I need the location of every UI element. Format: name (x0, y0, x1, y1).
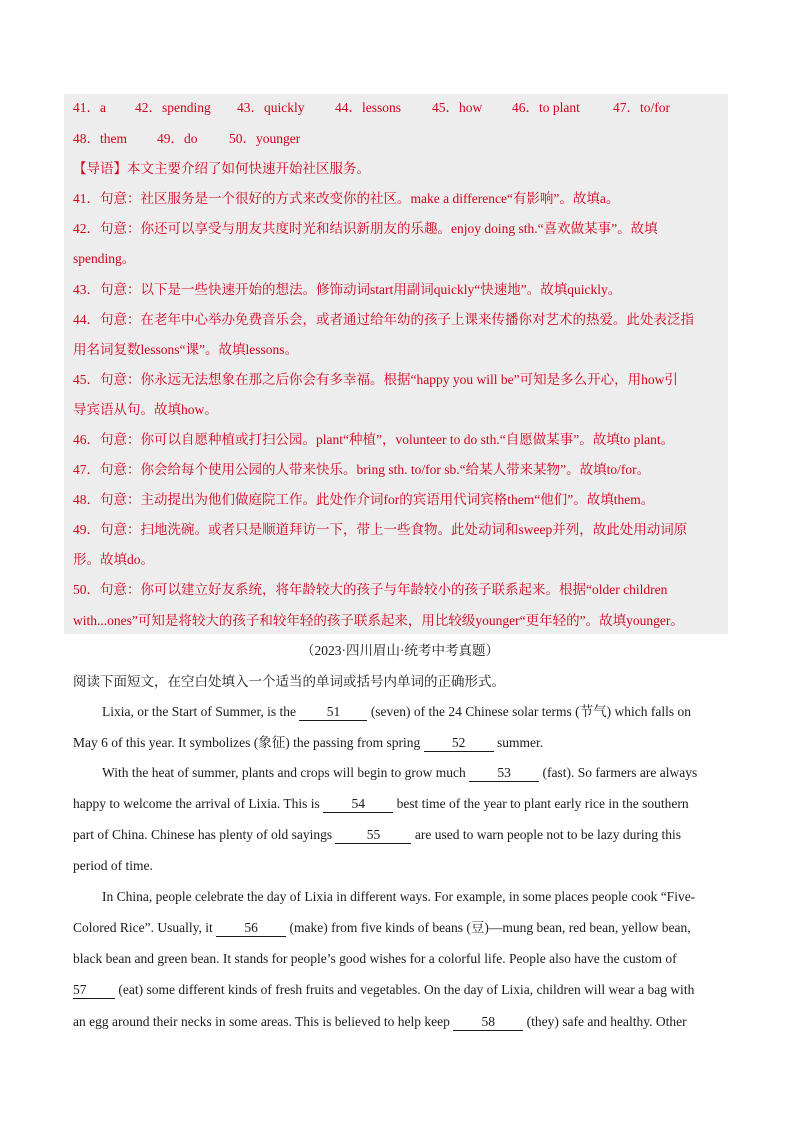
explanation-50-cont: with...ones”可知是将较大的孩子和较年轻的孩子联系起来，用比较级younger“更年轻的”。故填younger。 (73, 613, 684, 628)
explanation-50: 50．句意：你可以建立好友系统，将年龄较大的孩子与年龄较小的孩子联系起来。根据“older children (73, 582, 668, 597)
explanation-49: 49．句意：扫地洗碗。或者只是顺道拜访一下，带上一些食物。此处动词和sweep并列，故此处用动词原 (73, 522, 688, 537)
blank-53[interactable]: 53 (469, 765, 539, 782)
passage-line-3: With the heat of summer, plants and crops will begin to grow much 53 (fast). So farmers are always (102, 765, 698, 780)
blank-51[interactable]: 51 (299, 704, 367, 721)
explanation-41: 41．句意：社区服务是一个很好的方式来改变你的社区。make a difference“有影响”。故填a。 (73, 191, 620, 206)
explanation-47: 47．句意：你会给每个使用公园的人带来快乐。bring sth. to/for sb.“给某人带来某物”。故填to/for。 (73, 462, 651, 477)
passage-line-4: happy to welcome the arrival of Lixia. This is 54 best time of the year to plant early rice in the southern (73, 796, 689, 811)
passage-line-7: In China, people celebrate the day of Lixia in different ways. For example, in some places people cook “Five- (102, 889, 696, 904)
explanation-46: 46．句意：你可以自愿种植或打扫公园。plant“种植”，volunteer to do sth.“自愿做某事”。故填to plant。 (73, 432, 675, 447)
passage-line-11: an egg around their necks in some areas. This is believed to help keep 58 (they) safe and healthy. Other (73, 1014, 687, 1029)
explanation-49-cont: 形。故填do。 (73, 552, 154, 567)
blank-54[interactable]: 54 (323, 796, 393, 813)
answer-48: 48．them (73, 131, 127, 146)
answer-42: 42．spending (135, 100, 211, 115)
blank-55[interactable]: 55 (335, 827, 411, 844)
guide-text: 【导语】本文主要介绍了如何快速开始社区服务。 (73, 161, 370, 176)
explanation-42: 42．句意：你还可以享受与朋友共度时光和结识新朋友的乐趣。enjoy doing sth.“喜欢做某事”。故填 (73, 221, 658, 236)
passage-line-5: part of China. Chinese has plenty of old sayings 55 are used to warn people not to be lazy during this (73, 827, 682, 842)
blank-58[interactable]: 58 (453, 1014, 523, 1031)
explanation-45-cont: 导宾语从句。故填how。 (73, 402, 218, 417)
answer-44: 44．lessons (335, 100, 402, 115)
answer-43: 43．quickly (237, 100, 305, 115)
source-title: （2023·四川眉山·统考中考真题） (301, 643, 499, 658)
explanation-42-cont: spending。 (73, 251, 136, 266)
explanation-44: 44．句意：在老年中心举办免费音乐会，或者通过给年幼的孩子上课来传播你对艺术的热爱。此处表泛指 (73, 312, 694, 327)
explanation-45: 45．句意：你永远无法想象在那之后你会有多幸福。根据“happy you will be”可知是多么开心，用how引 (73, 372, 678, 387)
blank-57[interactable]: 57 (73, 982, 115, 999)
passage-line-6: period of time. (73, 858, 153, 873)
answer-41: 41．a (73, 100, 106, 115)
passage-line-8: Colored Rice”. Usually, it 56 (make) from five kinds of beans (豆)—mung bean, red bean, yellow bean, (73, 920, 691, 935)
passage-line-10: 57 (eat) some different kinds of fresh fruits and vegetables. On the day of Lixia, children will wear a bag with (73, 982, 695, 997)
blank-56[interactable]: 56 (216, 920, 286, 937)
explanation-44-cont: 用名词复数lessons“课”。故填lessons。 (73, 342, 298, 357)
passage-line-2: May 6 of this year. It symbolizes (象征) the passing from spring 52 summer. (73, 735, 544, 750)
answer-row-1 (73, 98, 670, 118)
passage-line-1: Lixia, or the Start of Summer, is the 51 (seven) of the 24 Chinese solar terms (节气) which falls on (102, 704, 691, 719)
blank-52[interactable]: 52 (424, 735, 494, 752)
answer-49: 49．do (157, 131, 198, 146)
answer-45: 45．how (432, 100, 483, 115)
answer-46: 46．to plant (512, 100, 580, 115)
explanation-43: 43．句意：以下是一些快速开始的想法。修饰动词start用副词quickly“快速地”。故填quickly。 (73, 282, 622, 297)
passage-line-9: black bean and green bean. It stands for people’s good wishes for a colorful life. People also have the custom of (73, 951, 677, 966)
answer-row-2 (73, 129, 300, 149)
instruction: 阅读下面短文，在空白处填入一个适当的单词或括号内单词的正确形式。 (73, 674, 505, 689)
answer-47: 47．to/for (613, 100, 670, 115)
explanation-48: 48．句意：主动提出为他们做庭院工作。此处作介词for的宾语用代词宾格them“他们”。故填them。 (73, 492, 655, 507)
answer-50: 50．younger (229, 131, 301, 146)
